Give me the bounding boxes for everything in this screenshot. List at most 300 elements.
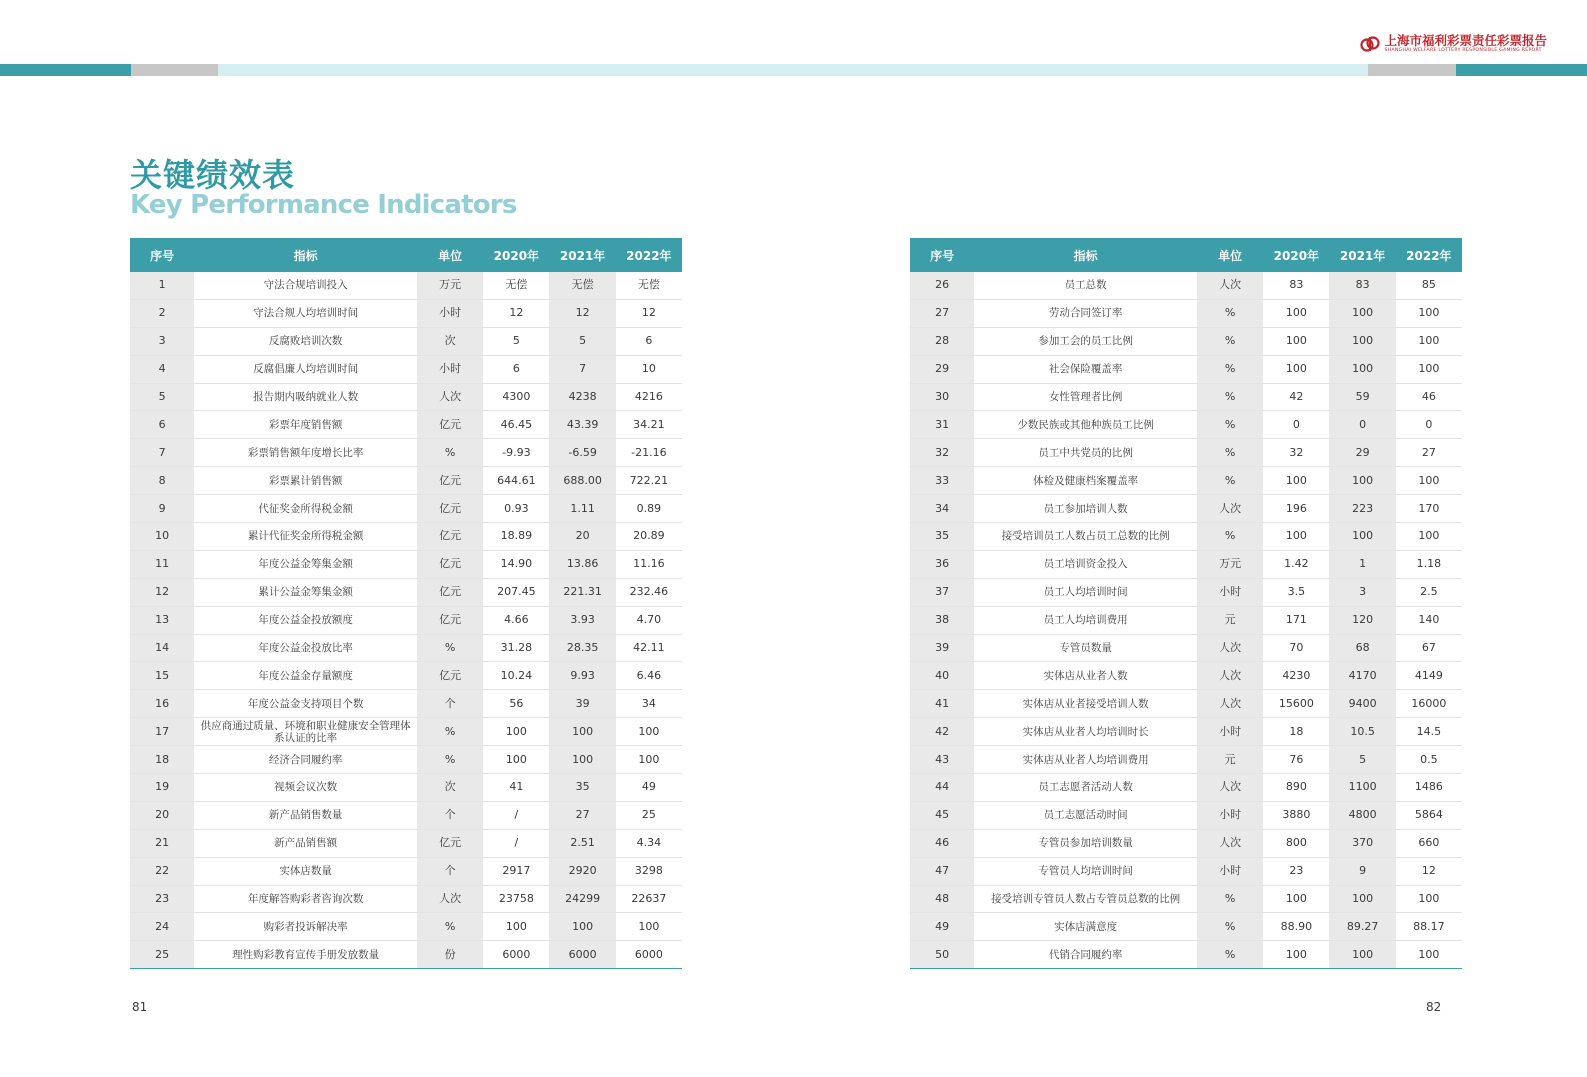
cell-2020: 42 bbox=[1263, 383, 1329, 411]
cell-2021: 120 bbox=[1329, 606, 1395, 634]
cell-2020: 4230 bbox=[1263, 662, 1329, 690]
cell-unit: % bbox=[1197, 327, 1263, 355]
lottery-logo-icon bbox=[1360, 35, 1380, 53]
cell-2022: 85 bbox=[1396, 272, 1462, 299]
cell-2021: 9 bbox=[1329, 857, 1395, 885]
cell-2020: 23758 bbox=[483, 885, 549, 913]
cell-indicator: 报告期内吸纳就业人数 bbox=[194, 383, 417, 411]
cell-2022: 100 bbox=[1396, 355, 1462, 383]
cell-2020: 12 bbox=[483, 299, 549, 327]
cell-indicator: 少数民族或其他种族员工比例 bbox=[974, 411, 1197, 439]
cell-indicator: 理性购彩教育宣传手册发放数量 bbox=[194, 941, 417, 969]
cell-no: 10 bbox=[130, 523, 194, 551]
table-row bbox=[130, 272, 682, 299]
table-header-row bbox=[910, 238, 1462, 272]
cell-no: 44 bbox=[910, 774, 974, 802]
cell-unit: 个 bbox=[417, 801, 483, 829]
table-row bbox=[910, 801, 1462, 829]
cell-2021: 100 bbox=[1329, 467, 1395, 495]
cell-2020: 100 bbox=[1263, 327, 1329, 355]
header-unit: 单位 bbox=[1197, 238, 1263, 272]
cell-2022: -21.16 bbox=[616, 439, 682, 467]
cell-indicator: 员工培训资金投入 bbox=[974, 550, 1197, 578]
page-title-en: Key Performance Indicators bbox=[130, 190, 517, 220]
cell-2020: 171 bbox=[1263, 606, 1329, 634]
cell-unit: % bbox=[417, 439, 483, 467]
cell-no: 49 bbox=[910, 913, 974, 941]
cell-2020: 100 bbox=[1263, 467, 1329, 495]
cell-2022: 100 bbox=[1396, 885, 1462, 913]
cell-2022: 20.89 bbox=[616, 523, 682, 551]
header-2021: 2021年 bbox=[549, 238, 615, 272]
cell-unit: 万元 bbox=[1197, 550, 1263, 578]
cell-unit: 人次 bbox=[1197, 662, 1263, 690]
cell-2021: 43.39 bbox=[549, 411, 615, 439]
table-row bbox=[130, 913, 682, 941]
table-row bbox=[910, 327, 1462, 355]
cell-unit: 亿元 bbox=[417, 606, 483, 634]
cell-unit: % bbox=[1197, 913, 1263, 941]
cell-2020: / bbox=[483, 801, 549, 829]
cell-2020: 890 bbox=[1263, 774, 1329, 802]
cell-2021: 12 bbox=[549, 299, 615, 327]
table-row bbox=[130, 578, 682, 606]
table-row bbox=[130, 383, 682, 411]
cell-indicator: 经济合同履约率 bbox=[194, 746, 417, 774]
cell-no: 13 bbox=[130, 606, 194, 634]
cell-2022: 34.21 bbox=[616, 411, 682, 439]
cell-indicator: 劳动合同签订率 bbox=[974, 299, 1197, 327]
table-row bbox=[910, 578, 1462, 606]
cell-no: 12 bbox=[130, 578, 194, 606]
cell-2022: 100 bbox=[1396, 523, 1462, 551]
cell-indicator: 员工参加培训人数 bbox=[974, 495, 1197, 523]
cell-2022: 14.5 bbox=[1396, 718, 1462, 746]
cell-indicator: 专管员参加培训数量 bbox=[974, 829, 1197, 857]
table-row bbox=[130, 327, 682, 355]
cell-unit: 亿元 bbox=[417, 829, 483, 857]
table-row bbox=[910, 299, 1462, 327]
header-no: 序号 bbox=[130, 238, 194, 272]
table-row bbox=[910, 662, 1462, 690]
header-band-light bbox=[218, 64, 1368, 76]
cell-unit: 亿元 bbox=[417, 662, 483, 690]
cell-2020: / bbox=[483, 829, 549, 857]
table-row bbox=[910, 272, 1462, 299]
cell-no: 28 bbox=[910, 327, 974, 355]
kpi-table-right bbox=[910, 238, 1462, 969]
cell-indicator: 实体店从业者人数 bbox=[974, 662, 1197, 690]
cell-indicator: 代销合同履约率 bbox=[974, 941, 1197, 969]
cell-2020: 100 bbox=[1263, 941, 1329, 969]
cell-2021: 59 bbox=[1329, 383, 1395, 411]
table-row bbox=[910, 885, 1462, 913]
header-no: 序号 bbox=[910, 238, 974, 272]
table-row bbox=[130, 299, 682, 327]
cell-unit: 亿元 bbox=[417, 578, 483, 606]
cell-2021: 28.35 bbox=[549, 634, 615, 662]
cell-2021: 1 bbox=[1329, 550, 1395, 578]
cell-2022: 100 bbox=[1396, 941, 1462, 969]
cell-2020: 100 bbox=[1263, 523, 1329, 551]
cell-unit: 人次 bbox=[417, 383, 483, 411]
table-row bbox=[130, 355, 682, 383]
header-band-gray-right bbox=[1368, 64, 1456, 76]
cell-indicator: 彩票销售额年度增长比率 bbox=[194, 439, 417, 467]
cell-indicator: 体检及健康档案覆盖率 bbox=[974, 467, 1197, 495]
cell-2022: 42.11 bbox=[616, 634, 682, 662]
table-row bbox=[130, 606, 682, 634]
cell-2021: 27 bbox=[549, 801, 615, 829]
cell-2021: 5 bbox=[549, 327, 615, 355]
cell-2022: 1486 bbox=[1396, 774, 1462, 802]
cell-unit: % bbox=[1197, 299, 1263, 327]
cell-2022: 27 bbox=[1396, 439, 1462, 467]
cell-unit: 个 bbox=[417, 857, 483, 885]
table-row bbox=[130, 801, 682, 829]
table-row bbox=[130, 746, 682, 774]
table-row bbox=[130, 550, 682, 578]
cell-unit: % bbox=[417, 913, 483, 941]
cell-2022: 722.21 bbox=[616, 467, 682, 495]
cell-2021: 100 bbox=[1329, 523, 1395, 551]
cell-2022: 232.46 bbox=[616, 578, 682, 606]
cell-indicator: 代征奖金所得税金额 bbox=[194, 495, 417, 523]
cell-indicator: 彩票累计销售额 bbox=[194, 467, 417, 495]
cell-2020: 196 bbox=[1263, 495, 1329, 523]
cell-indicator: 员工人均培训费用 bbox=[974, 606, 1197, 634]
cell-indicator: 年度解答购彩者咨询次数 bbox=[194, 885, 417, 913]
cell-2020: 56 bbox=[483, 690, 549, 718]
cell-indicator: 守法合规人均培训时间 bbox=[194, 299, 417, 327]
cell-2022: 170 bbox=[1396, 495, 1462, 523]
cell-2020: 10.24 bbox=[483, 662, 549, 690]
page-number-right: 82 bbox=[1426, 1000, 1442, 1014]
header-indicator: 指标 bbox=[194, 238, 417, 272]
cell-unit: 亿元 bbox=[417, 467, 483, 495]
cell-unit: % bbox=[1197, 411, 1263, 439]
cell-2021: 100 bbox=[1329, 941, 1395, 969]
cell-2020: 70 bbox=[1263, 634, 1329, 662]
cell-2021: 370 bbox=[1329, 829, 1395, 857]
cell-2020: 3880 bbox=[1263, 801, 1329, 829]
cell-indicator: 累计代征奖金所得税金额 bbox=[194, 523, 417, 551]
cell-2021: -6.59 bbox=[549, 439, 615, 467]
cell-2022: 1.18 bbox=[1396, 550, 1462, 578]
cell-2021: 4170 bbox=[1329, 662, 1395, 690]
cell-indicator: 实体店满意度 bbox=[974, 913, 1197, 941]
cell-2021: 35 bbox=[549, 774, 615, 802]
cell-no: 47 bbox=[910, 857, 974, 885]
cell-unit: % bbox=[1197, 523, 1263, 551]
cell-2021: 223 bbox=[1329, 495, 1395, 523]
cell-2021: 100 bbox=[549, 913, 615, 941]
page-title-cn: 关键绩效表 bbox=[130, 156, 296, 194]
cell-no: 26 bbox=[910, 272, 974, 299]
cell-2022: 6000 bbox=[616, 941, 682, 969]
brand-name-cn: 上海市福利彩票责任彩票报告 bbox=[1384, 33, 1547, 48]
cell-2021: 3.93 bbox=[549, 606, 615, 634]
cell-no: 9 bbox=[130, 495, 194, 523]
cell-2022: 100 bbox=[1396, 467, 1462, 495]
cell-no: 17 bbox=[130, 718, 194, 746]
cell-no: 18 bbox=[130, 746, 194, 774]
cell-2021: 39 bbox=[549, 690, 615, 718]
cell-no: 29 bbox=[910, 355, 974, 383]
cell-unit: 人次 bbox=[1197, 495, 1263, 523]
cell-2022: 46 bbox=[1396, 383, 1462, 411]
cell-no: 36 bbox=[910, 550, 974, 578]
table-row bbox=[910, 746, 1462, 774]
cell-2021: 6000 bbox=[549, 941, 615, 969]
cell-2021: 10.5 bbox=[1329, 718, 1395, 746]
cell-2021: 100 bbox=[549, 746, 615, 774]
cell-no: 43 bbox=[910, 746, 974, 774]
cell-2021: 2920 bbox=[549, 857, 615, 885]
cell-2022: 3298 bbox=[616, 857, 682, 885]
table-row bbox=[910, 718, 1462, 746]
cell-no: 1 bbox=[130, 272, 194, 299]
cell-2020: 无偿 bbox=[483, 272, 549, 299]
cell-2021: 100 bbox=[1329, 299, 1395, 327]
cell-2020: 6000 bbox=[483, 941, 549, 969]
cell-indicator: 守法合规培训投入 bbox=[194, 272, 417, 299]
cell-2020: 100 bbox=[1263, 355, 1329, 383]
cell-no: 7 bbox=[130, 439, 194, 467]
table-row bbox=[910, 857, 1462, 885]
cell-unit: % bbox=[1197, 355, 1263, 383]
cell-no: 5 bbox=[130, 383, 194, 411]
cell-unit: 小时 bbox=[1197, 857, 1263, 885]
cell-2021: 221.31 bbox=[549, 578, 615, 606]
cell-2020: 76 bbox=[1263, 746, 1329, 774]
cell-2020: 0.93 bbox=[483, 495, 549, 523]
header-2020: 2020年 bbox=[1263, 238, 1329, 272]
cell-2021: 68 bbox=[1329, 634, 1395, 662]
cell-indicator: 年度公益金筹集金额 bbox=[194, 550, 417, 578]
cell-indicator: 视频会议次数 bbox=[194, 774, 417, 802]
table-row bbox=[910, 467, 1462, 495]
cell-indicator: 实体店从业者接受培训人数 bbox=[974, 690, 1197, 718]
cell-2020: 1.42 bbox=[1263, 550, 1329, 578]
cell-no: 22 bbox=[130, 857, 194, 885]
cell-indicator: 供应商通过质量、环境和职业健康安全管理体系认证的比率 bbox=[194, 718, 417, 746]
cell-2021: 4238 bbox=[549, 383, 615, 411]
table-row bbox=[910, 495, 1462, 523]
cell-no: 14 bbox=[130, 634, 194, 662]
cell-2022: 49 bbox=[616, 774, 682, 802]
cell-no: 21 bbox=[130, 829, 194, 857]
table-row bbox=[130, 718, 682, 746]
cell-2022: 100 bbox=[616, 746, 682, 774]
cell-indicator: 员工志愿活动时间 bbox=[974, 801, 1197, 829]
cell-unit: 亿元 bbox=[417, 550, 483, 578]
cell-2020: 23 bbox=[1263, 857, 1329, 885]
cell-2021: 2.51 bbox=[549, 829, 615, 857]
cell-2020: 100 bbox=[483, 746, 549, 774]
cell-no: 19 bbox=[130, 774, 194, 802]
cell-indicator: 实体店从业者人均培训时长 bbox=[974, 718, 1197, 746]
cell-unit: % bbox=[1197, 439, 1263, 467]
cell-no: 25 bbox=[130, 941, 194, 969]
cell-2020: 18 bbox=[1263, 718, 1329, 746]
cell-2020: 644.61 bbox=[483, 467, 549, 495]
cell-indicator: 专管员人均培训时间 bbox=[974, 857, 1197, 885]
cell-indicator: 女性管理者比例 bbox=[974, 383, 1197, 411]
cell-indicator: 年度公益金投放比率 bbox=[194, 634, 417, 662]
cell-unit: 人次 bbox=[1197, 272, 1263, 299]
cell-unit: % bbox=[1197, 885, 1263, 913]
cell-indicator: 年度公益金投放额度 bbox=[194, 606, 417, 634]
cell-2020: 4.66 bbox=[483, 606, 549, 634]
table-row bbox=[130, 774, 682, 802]
cell-2020: 5 bbox=[483, 327, 549, 355]
cell-indicator: 社会保险覆盖率 bbox=[974, 355, 1197, 383]
cell-2020: 15600 bbox=[1263, 690, 1329, 718]
table-row bbox=[910, 523, 1462, 551]
cell-2020: 83 bbox=[1263, 272, 1329, 299]
cell-no: 37 bbox=[910, 578, 974, 606]
cell-2020: 18.89 bbox=[483, 523, 549, 551]
cell-no: 41 bbox=[910, 690, 974, 718]
header-band-teal-left bbox=[0, 64, 131, 76]
table-row bbox=[910, 411, 1462, 439]
cell-2022: 12 bbox=[616, 299, 682, 327]
table-row bbox=[910, 606, 1462, 634]
cell-indicator: 接受培训员工人数占员工总数的比例 bbox=[974, 523, 1197, 551]
cell-no: 20 bbox=[130, 801, 194, 829]
cell-2022: 25 bbox=[616, 801, 682, 829]
table-row bbox=[130, 439, 682, 467]
cell-no: 32 bbox=[910, 439, 974, 467]
cell-2022: 100 bbox=[616, 913, 682, 941]
table-row bbox=[130, 885, 682, 913]
cell-unit: 人次 bbox=[417, 885, 483, 913]
cell-no: 4 bbox=[130, 355, 194, 383]
cell-unit: 小时 bbox=[1197, 718, 1263, 746]
cell-2021: 9.93 bbox=[549, 662, 615, 690]
cell-2022: 4149 bbox=[1396, 662, 1462, 690]
cell-2022: 11.16 bbox=[616, 550, 682, 578]
cell-indicator: 员工总数 bbox=[974, 272, 1197, 299]
header-2020: 2020年 bbox=[483, 238, 549, 272]
cell-2020: 88.90 bbox=[1263, 913, 1329, 941]
cell-2020: 2917 bbox=[483, 857, 549, 885]
table-row bbox=[910, 355, 1462, 383]
table-row bbox=[130, 662, 682, 690]
cell-2020: 0 bbox=[1263, 411, 1329, 439]
cell-2022: 5864 bbox=[1396, 801, 1462, 829]
header-2022: 2022年 bbox=[1396, 238, 1462, 272]
cell-2020: 207.45 bbox=[483, 578, 549, 606]
cell-2022: 140 bbox=[1396, 606, 1462, 634]
cell-unit: 亿元 bbox=[417, 411, 483, 439]
cell-unit: 人次 bbox=[1197, 634, 1263, 662]
cell-no: 46 bbox=[910, 829, 974, 857]
cell-indicator: 实体店数量 bbox=[194, 857, 417, 885]
table-row bbox=[130, 941, 682, 969]
cell-unit: 亿元 bbox=[417, 523, 483, 551]
cell-unit: 份 bbox=[417, 941, 483, 969]
brand-name-en: SHANGHAI WELFARE LOTTERY RESPONSIBLE GAMING REPORT bbox=[1384, 48, 1542, 53]
cell-2022: 6 bbox=[616, 327, 682, 355]
cell-unit: % bbox=[1197, 941, 1263, 969]
cell-indicator: 专管员数量 bbox=[974, 634, 1197, 662]
cell-2022: 0.89 bbox=[616, 495, 682, 523]
cell-2021: 13.86 bbox=[549, 550, 615, 578]
cell-no: 33 bbox=[910, 467, 974, 495]
cell-2021: 100 bbox=[1329, 355, 1395, 383]
cell-2021: 100 bbox=[549, 718, 615, 746]
cell-2020: 46.45 bbox=[483, 411, 549, 439]
cell-2020: 14.90 bbox=[483, 550, 549, 578]
cell-2020: 32 bbox=[1263, 439, 1329, 467]
cell-2021: 3 bbox=[1329, 578, 1395, 606]
cell-2020: 100 bbox=[1263, 299, 1329, 327]
table-row bbox=[130, 857, 682, 885]
cell-2021: 0 bbox=[1329, 411, 1395, 439]
table-row bbox=[910, 383, 1462, 411]
cell-no: 42 bbox=[910, 718, 974, 746]
table-row bbox=[910, 550, 1462, 578]
cell-2022: 无偿 bbox=[616, 272, 682, 299]
cell-indicator: 反腐倡廉人均培训时间 bbox=[194, 355, 417, 383]
header-2022: 2022年 bbox=[616, 238, 682, 272]
cell-unit: 小时 bbox=[417, 355, 483, 383]
cell-2020: 41 bbox=[483, 774, 549, 802]
cell-no: 45 bbox=[910, 801, 974, 829]
cell-no: 40 bbox=[910, 662, 974, 690]
cell-2022: 10 bbox=[616, 355, 682, 383]
cell-unit: 人次 bbox=[1197, 774, 1263, 802]
cell-2020: 31.28 bbox=[483, 634, 549, 662]
cell-2020: 100 bbox=[1263, 885, 1329, 913]
brand bbox=[1360, 34, 1547, 54]
cell-no: 38 bbox=[910, 606, 974, 634]
cell-2022: 100 bbox=[1396, 327, 1462, 355]
cell-2022: 100 bbox=[1396, 299, 1462, 327]
cell-indicator: 购彩者投诉解决率 bbox=[194, 913, 417, 941]
cell-2021: 100 bbox=[1329, 885, 1395, 913]
cell-unit: 小时 bbox=[417, 299, 483, 327]
cell-no: 6 bbox=[130, 411, 194, 439]
table-row bbox=[130, 690, 682, 718]
cell-2021: 20 bbox=[549, 523, 615, 551]
cell-2021: 7 bbox=[549, 355, 615, 383]
cell-indicator: 员工中共党员的比例 bbox=[974, 439, 1197, 467]
cell-unit: 个 bbox=[417, 690, 483, 718]
cell-2021: 9400 bbox=[1329, 690, 1395, 718]
cell-2022: 2.5 bbox=[1396, 578, 1462, 606]
cell-no: 16 bbox=[130, 690, 194, 718]
cell-no: 27 bbox=[910, 299, 974, 327]
header-2021: 2021年 bbox=[1329, 238, 1395, 272]
cell-indicator: 实体店从业者人均培训费用 bbox=[974, 746, 1197, 774]
cell-no: 34 bbox=[910, 495, 974, 523]
cell-2020: 3.5 bbox=[1263, 578, 1329, 606]
header-band-teal-right bbox=[1456, 64, 1587, 76]
header-indicator: 指标 bbox=[974, 238, 1197, 272]
cell-unit: 次 bbox=[417, 327, 483, 355]
cell-unit: 小时 bbox=[1197, 578, 1263, 606]
cell-unit: % bbox=[1197, 383, 1263, 411]
header-unit: 单位 bbox=[417, 238, 483, 272]
cell-2021: 83 bbox=[1329, 272, 1395, 299]
cell-no: 15 bbox=[130, 662, 194, 690]
cell-2021: 24299 bbox=[549, 885, 615, 913]
cell-indicator: 员工志愿者活动人数 bbox=[974, 774, 1197, 802]
table-row bbox=[130, 829, 682, 857]
